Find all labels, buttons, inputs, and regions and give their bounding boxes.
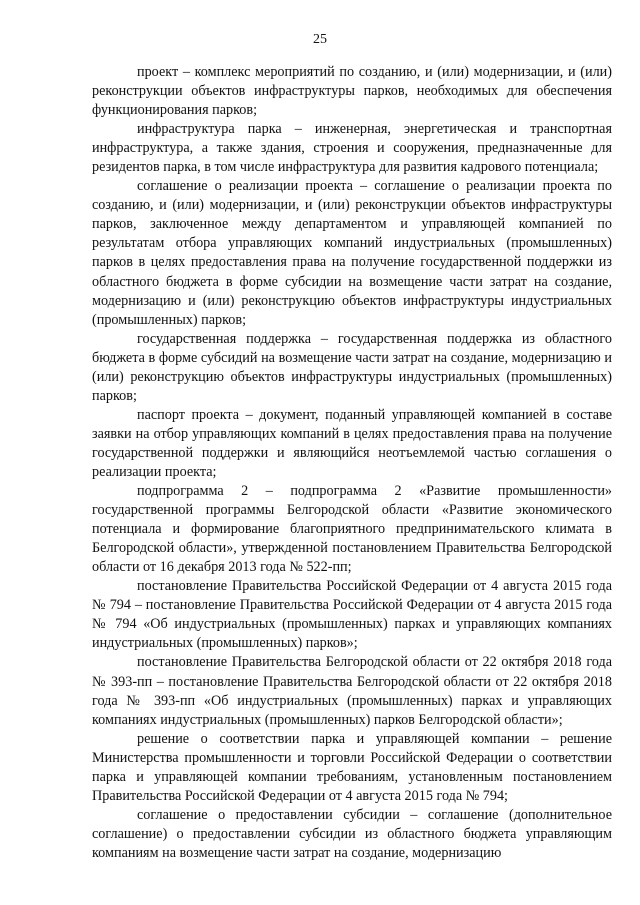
paragraph-project-passport-definition: паспорт проекта – документ, поданный управляющей компанией в составе заявки на отбор управляющих компаний в целях предоставления права на получение государственной поддержки и являющийся неотъемлемой частью соглашения о реализации проекта; (92, 406, 612, 480)
document-body (92, 63, 612, 863)
paragraph-federal-resolution-794: постановление Правительства Российской Федерации от 4 августа 2015 года № 794 – постановление Правительства Российской Федерации от 4 августа 2015 года № 794 «Об индустриальных (промышленных) парках и управляющих компаниях индустриальных (промышленных) парков»; (92, 578, 612, 652)
page-number: 25 (313, 32, 327, 47)
paragraph-project-agreement-definition: соглашение о реализации проекта – соглашение о реализации проекта по созданию, и (или) модернизации, и (или) реконструкции объектов инфраструктуры парков, заключенное между департаментом и управляющей компанией по результатам отбора управляющих компаний индустриальных (промышленных) парков в целях предоставления права на получение государственной поддержки из областного бюджета в форме субсидии на возмещение части затрат на создание, модернизацию и (или) реконструкцию объектов инфраструктуры индустриальных (промышленных) парков; (92, 178, 612, 328)
paragraph-subprogram-2-definition: подпрограмма 2 – подпрограмма 2 «Развитие промышленности» государственной программы Белгородской области «Развитие экономического потенциала и формирование благоприятного предпринимательского климата в Белгородской области», утвержденной постановлением Правительства Белгородской области от 16 декабря 2013 года № 522-пп; (92, 483, 612, 576)
paragraph-state-support-definition: государственная поддержка – государственная поддержка из областного бюджета в форме субсидий на возмещение части затрат на создание, модернизацию и (или) реконструкцию объектов инфраструктуры индустриальных (промышленных) парков; (92, 330, 612, 404)
paragraph-compliance-decision-definition: решение о соответствии парка и управляющей компании – решение Министерства промышленности и торговли Российской Федерации о соответствии парка и управляющей компании требованиям, установленным постановлением Правительства Российской Федерации от 4 августа 2015 года № 794; (92, 730, 612, 804)
paragraph-regional-resolution-393: постановление Правительства Белгородской области от 22 октября 2018 года № 393-пп – постановление Правительства Белгородской области от 22 октября 2018 года № 393-пп «Об индустриальных (промышленных) парках и управляющих компаниях индустриальных (промышленных) парков Белгородской области»; (92, 654, 612, 728)
paragraph-subsidy-agreement-definition: соглашение о предоставлении субсидии – соглашение (дополнительное соглашение) о предоставлении субсидии из областного бюджета управляющим компаниям на возмещение части затрат на создание, модернизацию (92, 806, 612, 861)
paragraph-park-infrastructure-definition: инфраструктура парка – инженерная, энергетическая и транспортная инфраструктура, а также здания, строения и сооружения, предназначенные для резидентов парка, в том числе инфраструктура для развития кадрового потенциала; (92, 121, 612, 176)
paragraph-project-definition: проект – комплекс мероприятий по созданию, и (или) модернизации, и (или) реконструкции объектов инфраструктуры парков, необходимых для обеспечения функционирования парков; (92, 64, 612, 119)
